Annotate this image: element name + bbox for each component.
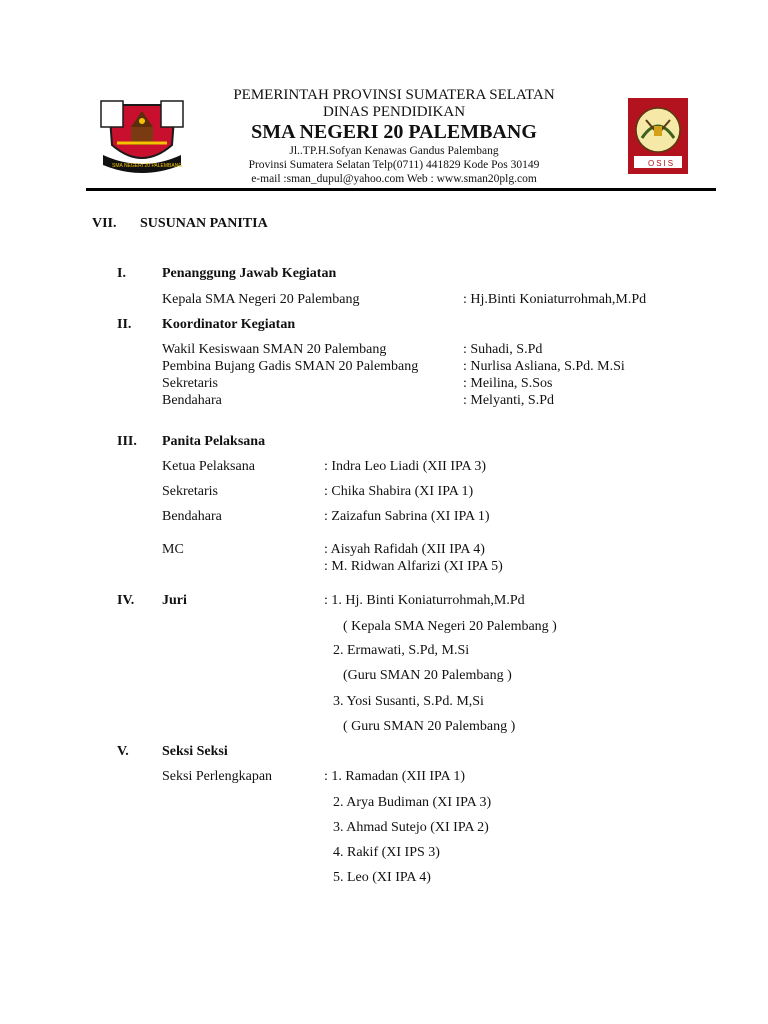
section-title: SUSUNAN PANITIA	[140, 216, 268, 231]
s3-number: III.	[117, 434, 137, 449]
s2-role: Bendahara	[162, 393, 222, 408]
school-name: SMA NEGERI 20 PALEMBANG	[251, 121, 537, 143]
jury-line: (Guru SMAN 20 Palembang )	[343, 668, 512, 683]
s5-number: V.	[117, 744, 129, 759]
s2-role: Sekretaris	[162, 376, 218, 391]
s3-title: Panita Pelaksana	[162, 434, 266, 449]
s2-name: : Melyanti, S.Pd	[463, 393, 555, 408]
school-email: e-mail :sman_dupul@yahoo.com Web : www.sman20plg.com	[251, 173, 537, 185]
school-address: Jl..TP.H.Sofyan Kenawas Gandus Palembang	[289, 145, 499, 157]
s3-role: Ketua Pelaksana	[162, 459, 255, 474]
s1-role: Kepala SMA Negeri 20 Palembang	[162, 292, 360, 307]
equipment-line: 3. Ahmad Sutejo (XI IPA 2)	[333, 820, 489, 835]
jury-line: 2. Ermawati, S.Pd, M.Si	[333, 643, 470, 658]
jury-line: ( Guru SMAN 20 Palembang )	[343, 719, 516, 734]
s1-name: : Hj.Binti Koniaturrohmah,M.Pd	[463, 292, 647, 307]
equipment-line: 2. Arya Budiman (XI IPA 3)	[333, 795, 492, 810]
s3-role: MC	[162, 542, 184, 557]
s3-role: Bendahara	[162, 509, 222, 524]
s5-role: Seksi Perlengkapan	[162, 769, 273, 784]
s1-number: I.	[117, 266, 126, 281]
jury-line: ( Kepala SMA Negeri 20 Palembang )	[343, 619, 557, 634]
s2-role: Pembina Bujang Gadis SMAN 20 Palembang	[162, 359, 419, 374]
header-divider	[86, 188, 716, 191]
s3-name: : Zaizafun Sabrina (XI IPA 1)	[324, 509, 490, 524]
s4-number: IV.	[117, 593, 135, 608]
s2-name: : Suhadi, S.Pd	[463, 342, 543, 357]
s5-title: Seksi Seksi	[162, 744, 228, 759]
s2-name: : Meilina, S.Sos	[463, 376, 553, 391]
school-contact: Provinsi Sumatera Selatan Telp(0711) 441829 Kode Pos 30149	[248, 159, 540, 171]
s2-name: : Nurlisa Asliana, S.Pd. M.Si	[463, 359, 625, 374]
s3-name: : Chika Shabira (XI IPA 1)	[324, 484, 474, 499]
equipment-line: 4. Rakif (XI IPS 3)	[333, 845, 440, 860]
s4-title: Juri	[162, 593, 187, 608]
s3-role: Sekretaris	[162, 484, 218, 499]
section-number: VII.	[92, 216, 117, 231]
left-logo-text: SMA NEGERI 20 PALEMBANG	[112, 163, 183, 169]
government-heading: PEMERINTAH PROVINSI SUMATERA SELATAN	[233, 87, 555, 103]
equipment-line: 5. Leo (XI IPA 4)	[333, 870, 431, 885]
s2-title: Koordinator Kegiatan	[162, 317, 296, 332]
s1-title: Penanggung Jawab Kegiatan	[162, 266, 337, 281]
s3-name: : Indra Leo Liadi (XII IPA 3)	[324, 459, 486, 474]
department-heading: DINAS PENDIDIKAN	[322, 104, 466, 120]
s3-name: : Aisyah Rafidah (XII IPA 4)	[324, 542, 485, 557]
equipment-line: : 1. Ramadan (XII IPA 1)	[324, 769, 466, 784]
s3-name: : M. Ridwan Alfarizi (XI IPA 5)	[324, 559, 503, 574]
s2-number: II.	[117, 317, 132, 332]
jury-line: : 1. Hj. Binti Koniaturrohmah,M.Pd	[324, 593, 525, 608]
s2-role: Wakil Kesiswaan SMAN 20 Palembang	[162, 342, 387, 357]
jury-line: 3. Yosi Susanti, S.Pd. M,Si	[333, 694, 484, 709]
right-logo-text: OSIS	[648, 159, 676, 168]
